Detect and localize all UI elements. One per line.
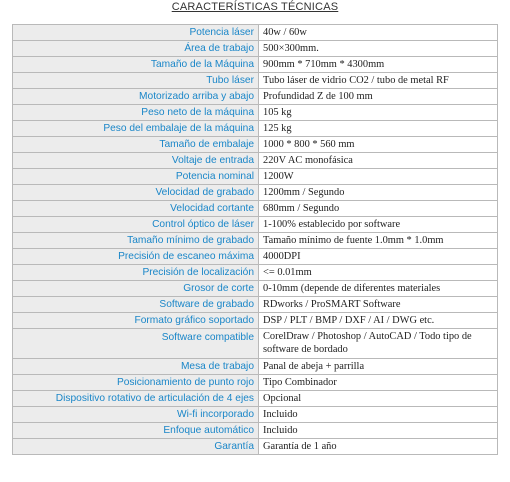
spec-table xyxy=(12,24,498,455)
spec-label: Enfoque automático xyxy=(13,423,259,439)
table-row xyxy=(13,265,498,281)
spec-label: Wi-fi incorporado xyxy=(13,407,259,423)
table-row xyxy=(13,89,498,105)
spec-value: Incluido xyxy=(259,423,498,439)
spec-label: Velocidad de grabado xyxy=(13,185,259,201)
spec-value: 4000DPI xyxy=(259,249,498,265)
spec-value: 125 kg xyxy=(259,121,498,137)
spec-label: Tamaño de embalaje xyxy=(13,137,259,153)
spec-value: 0-10mm (depende de diferentes materiales xyxy=(259,281,498,297)
table-row xyxy=(13,137,498,153)
table-row xyxy=(13,249,498,265)
table-row xyxy=(13,407,498,423)
table-row xyxy=(13,185,498,201)
spec-label: Control óptico de láser xyxy=(13,217,259,233)
spec-label: Software compatible xyxy=(13,329,259,359)
spec-value: Incluido xyxy=(259,407,498,423)
spec-value: 220V AC monofásica xyxy=(259,153,498,169)
spec-label: Grosor de corte xyxy=(13,281,259,297)
table-row xyxy=(13,233,498,249)
spec-label: Área de trabajo xyxy=(13,41,259,57)
table-row xyxy=(13,313,498,329)
spec-value: 900mm * 710mm * 4300mm xyxy=(259,57,498,73)
spec-label: Velocidad cortante xyxy=(13,201,259,217)
spec-value: DSP / PLT / BMP / DXF / AI / DWG etc. xyxy=(259,313,498,329)
spec-value: 1-100% establecido por software xyxy=(259,217,498,233)
table-row xyxy=(13,297,498,313)
spec-label: Potencia nominal xyxy=(13,169,259,185)
spec-value: Garantía de 1 año xyxy=(259,439,498,455)
spec-label: Formato gráfico soportado xyxy=(13,313,259,329)
spec-label: Potencia láser xyxy=(13,25,259,41)
table-row xyxy=(13,41,498,57)
page-title: CARACTERÍSTICAS TÉCNICAS xyxy=(171,1,339,13)
spec-value: 1000 * 800 * 560 mm xyxy=(259,137,498,153)
table-row xyxy=(13,105,498,121)
spec-value: 500×300mm. xyxy=(259,41,498,57)
spec-value: CorelDraw / Photoshop / AutoCAD / Todo tipo de software de bordado xyxy=(259,329,498,359)
table-row xyxy=(13,121,498,137)
table-row xyxy=(13,25,498,41)
spec-value: 40w / 60w xyxy=(259,25,498,41)
spec-label: Peso del embalaje de la máquina xyxy=(13,121,259,137)
spec-value: Profundidad Z de 100 mm xyxy=(259,89,498,105)
spec-label: Tubo láser xyxy=(13,73,259,89)
spec-label: Peso neto de la máquina xyxy=(13,105,259,121)
spec-label: Mesa de trabajo xyxy=(13,359,259,375)
table-row xyxy=(13,169,498,185)
spec-label: Tamaño mínimo de grabado xyxy=(13,233,259,249)
table-row xyxy=(13,359,498,375)
table-row xyxy=(13,217,498,233)
spec-label: Dispositivo rotativo de articulación de 4 ejes xyxy=(13,391,259,407)
table-row xyxy=(13,201,498,217)
spec-label: Voltaje de entrada xyxy=(13,153,259,169)
spec-value: Tipo Combinador xyxy=(259,375,498,391)
spec-value: Panal de abeja + parrilla xyxy=(259,359,498,375)
spec-label: Tamaño de la Máquina xyxy=(13,57,259,73)
spec-value: 1200mm / Segundo xyxy=(259,185,498,201)
table-row xyxy=(13,391,498,407)
table-row xyxy=(13,423,498,439)
table-row xyxy=(13,439,498,455)
spec-label: Precisión de localización xyxy=(13,265,259,281)
table-row xyxy=(13,329,498,359)
spec-value: <= 0.01mm xyxy=(259,265,498,281)
spec-value: RDworks / ProSMART Software xyxy=(259,297,498,313)
table-row xyxy=(13,153,498,169)
spec-label: Posicionamiento de punto rojo xyxy=(13,375,259,391)
spec-value: Opcional xyxy=(259,391,498,407)
table-row xyxy=(13,375,498,391)
spec-label: Software de grabado xyxy=(13,297,259,313)
spec-value: Tamaño mínimo de fuente 1.0mm * 1.0mm xyxy=(259,233,498,249)
table-row xyxy=(13,57,498,73)
table-row xyxy=(13,281,498,297)
spec-value: 105 kg xyxy=(259,105,498,121)
spec-value: 1200W xyxy=(259,169,498,185)
spec-label: Precisión de escaneo máxima xyxy=(13,249,259,265)
spec-value: Tubo láser de vidrio CO2 / tubo de metal RF xyxy=(259,73,498,89)
spec-value: 680mm / Segundo xyxy=(259,201,498,217)
spec-label: Motorizado arriba y abajo xyxy=(13,89,259,105)
spec-label: Garantía xyxy=(13,439,259,455)
table-row xyxy=(13,73,498,89)
